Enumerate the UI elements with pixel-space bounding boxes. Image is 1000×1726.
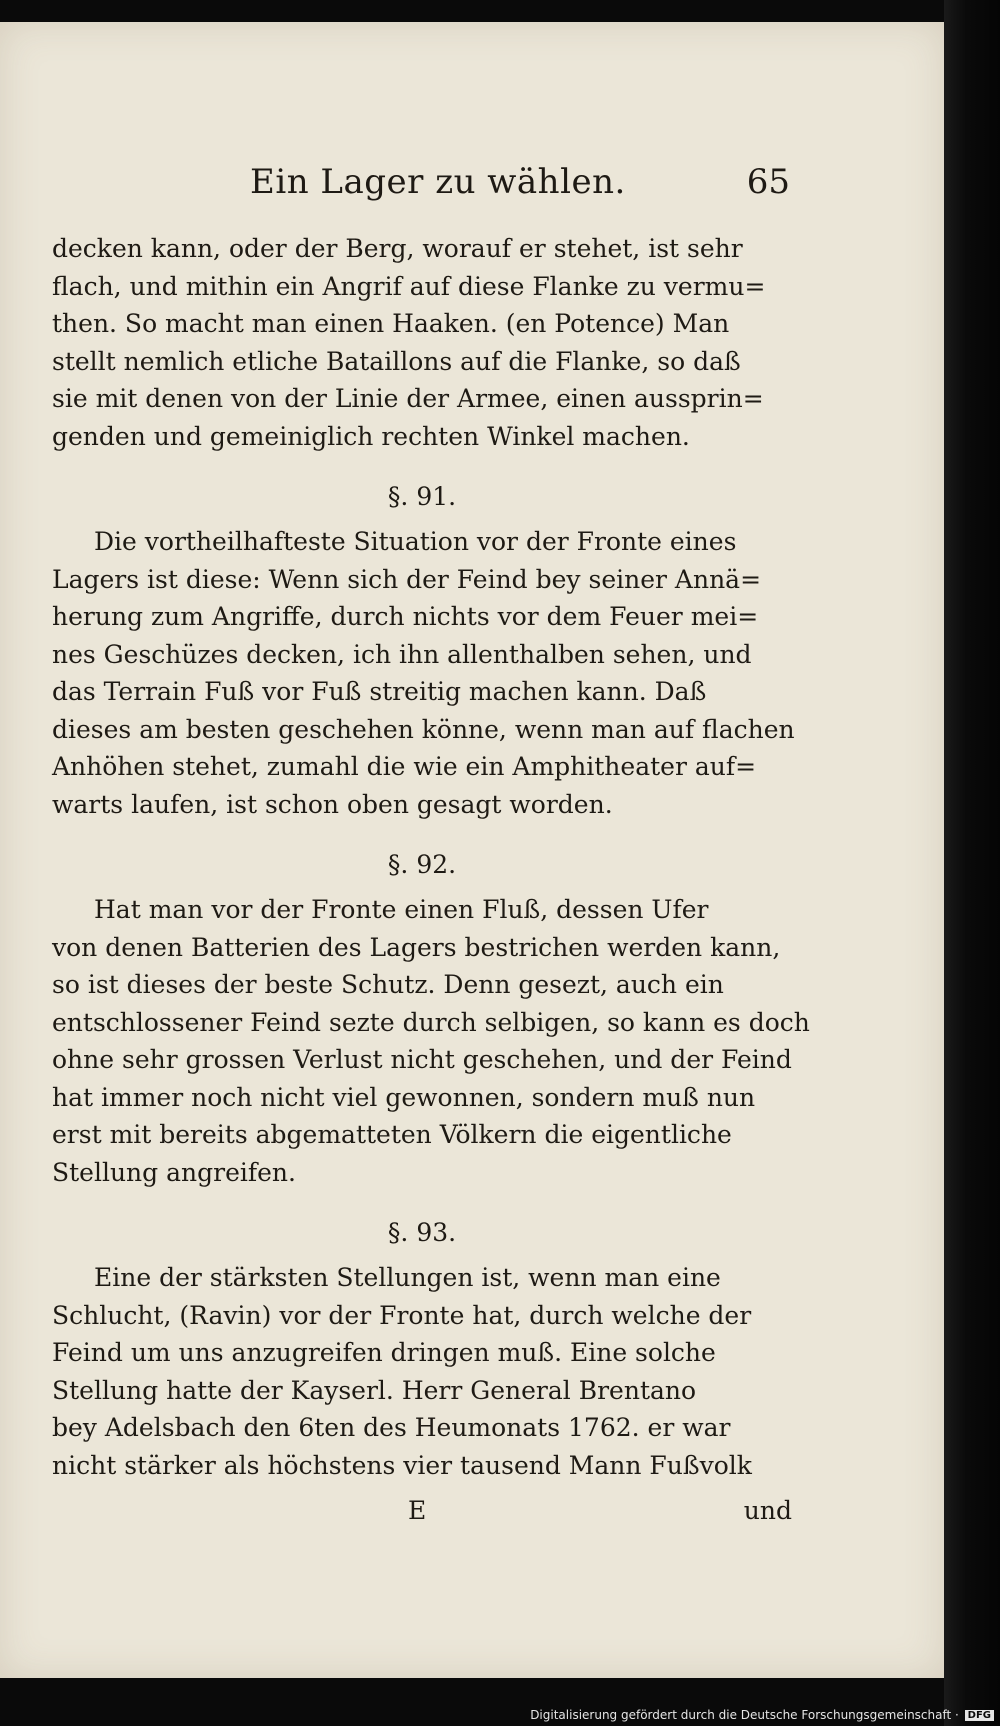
scan-gutter	[944, 0, 1000, 1726]
text-line: Die vortheilhafteste Situation vor der Fronte eines	[94, 527, 737, 556]
text-line: herung zum Angriffe, durch nichts vor dem Feuer mei=	[52, 602, 759, 631]
text-line: ohne sehr grossen Verlust nicht geschehen, und der Feind	[52, 1045, 792, 1074]
text-line: stellt nemlich etliche Bataillons auf die Flanke, so daß	[52, 346, 741, 376]
catchword-line	[52, 1496, 792, 1536]
section-heading: §. 92.	[387, 850, 457, 879]
text-line: von denen Batterien des Lagers bestrichen werden kann,	[52, 932, 781, 962]
text-line: Stellung angreifen.	[52, 1157, 296, 1187]
running-title: Ein Lager zu wählen.	[250, 162, 626, 202]
text-line: sie mit denen von der Linie der Armee, einen aussprin=	[52, 384, 764, 413]
text-line: genden und gemeiniglich rechten Winkel machen.	[52, 421, 690, 451]
text-line: so ist dieses der beste Schutz. Denn gesezt, auch ein	[52, 970, 724, 999]
text-line: bey Adelsbach den 6ten des Heumonats 1762. er war	[52, 1413, 731, 1442]
paragraph	[52, 523, 795, 823]
dfg-logo: DFG	[965, 1710, 994, 1721]
text-line: Lagers ist diese: Wenn sich der Feind bey seiner Annä=	[52, 564, 762, 594]
text-line: hat immer noch nicht viel gewonnen, sondern muß nun	[52, 1082, 756, 1112]
section-heading: §. 91.	[387, 482, 457, 511]
signature-mark: E	[408, 1496, 427, 1525]
paragraph	[52, 891, 810, 1191]
text-line: nes Geschüzes decken, ich ihn allenthalben sehen, und	[52, 639, 752, 669]
text-line: then. So macht man einen Haaken. (en Potence) Man	[52, 309, 730, 338]
paragraph	[52, 1259, 792, 1484]
text-line: das Terrain Fuß vor Fuß streitig machen kann. Daß	[52, 677, 707, 706]
digitization-credit	[530, 1708, 994, 1722]
page-header	[250, 162, 790, 212]
credit-text: Digitalisierung gefördert durch die Deutsche Forschungsgemeinschaft ·	[530, 1708, 959, 1722]
text-line: entschlossener Feind sezte durch selbigen, so kann es doch	[52, 1007, 810, 1037]
text-line: Eine der stärksten Stellungen ist, wenn man eine	[94, 1263, 721, 1292]
text-line: erst mit bereits abgematteten Völkern die eigentliche	[52, 1120, 732, 1149]
text-line: decken kann, oder der Berg, worauf er stehet, ist sehr	[52, 234, 743, 263]
section-heading: §. 93.	[387, 1218, 457, 1247]
page-number: 65	[746, 162, 790, 202]
text-line: warts laufen, ist schon oben gesagt worden.	[52, 789, 613, 819]
text-line: flach, und mithin ein Angrif auf diese Flanke zu vermu=	[52, 271, 766, 301]
text-line: Schlucht, (Ravin) vor der Fronte hat, durch welche der	[52, 1300, 752, 1330]
text-line: Anhöhen stehet, zumahl die wie ein Amphitheater auf=	[52, 752, 757, 781]
text-line: Feind um uns anzugreifen dringen muß. Eine solche	[52, 1338, 716, 1367]
text-line: dieses am besten geschehen könne, wenn man auf flachen	[52, 714, 795, 744]
text-line: Stellung hatte der Kayserl. Herr General Brentano	[52, 1375, 697, 1405]
body-text	[52, 230, 810, 1484]
book-page	[0, 22, 944, 1678]
text-line: Hat man vor der Fronte einen Fluß, dessen Ufer	[94, 895, 709, 924]
paragraph	[52, 230, 792, 455]
catchword: und	[743, 1496, 792, 1525]
text-line: nicht stärker als höchstens vier tausend Mann Fußvolk	[52, 1450, 752, 1480]
